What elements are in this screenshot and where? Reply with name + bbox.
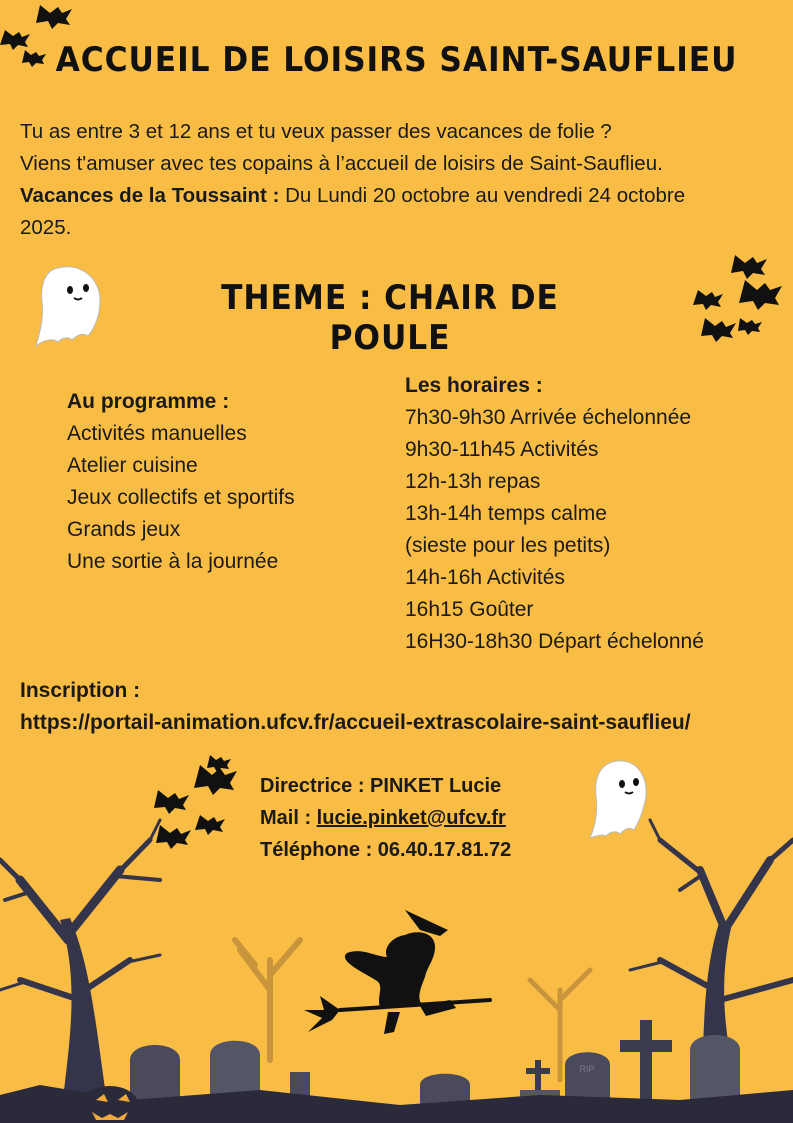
vacances-dates-cont: 2025.	[20, 216, 72, 239]
horaires-section	[405, 370, 704, 658]
programme-item: Atelier cuisine	[67, 454, 198, 477]
tombstone-rip-text: RIP	[579, 1064, 595, 1074]
vacances-dates: Du Lundi 20 octobre au vendredi 24 octobre	[279, 184, 686, 207]
inscription-url-link[interactable]: https://portail-animation.ufcv.fr/accueil-extrascolaire-saint-sauflieu/	[20, 711, 691, 734]
horaire-item: 16h15 Goûter	[405, 598, 534, 621]
intro-line-1: Tu as entre 3 et 12 ans et tu veux passer des vacances de folie ?	[20, 120, 612, 143]
programme-item: Activités manuelles	[67, 422, 247, 445]
witch-icon	[304, 910, 490, 1034]
inscription-section	[20, 675, 691, 739]
inscription-label: Inscription :	[20, 679, 141, 702]
horaire-item: 14h-16h Activités	[405, 566, 565, 589]
intro-text	[20, 116, 790, 244]
horaire-item: 12h-13h repas	[405, 470, 541, 493]
graveyard-icon	[0, 1020, 793, 1123]
horaire-item: (sieste pour les petits)	[405, 534, 611, 557]
bats-contact-icon	[154, 755, 237, 849]
bats-theme-right-icon	[693, 255, 782, 342]
programme-heading: Au programme :	[67, 390, 230, 413]
horaires-heading: Les horaires :	[405, 374, 543, 397]
directrice-text: Directrice : PINKET Lucie	[260, 775, 502, 797]
horaire-item: 9h30-11h45 Activités	[405, 438, 599, 461]
mail-link[interactable]: lucie.pinket@ufcv.fr	[316, 807, 506, 829]
mail-label: Mail :	[260, 807, 317, 829]
programme-item: Jeux collectifs et sportifs	[67, 486, 295, 509]
horaire-item: 13h-14h temps calme	[405, 502, 607, 525]
programme-section	[67, 386, 295, 578]
horaire-item: 16H30-18h30 Départ échelonné	[405, 630, 704, 653]
ghost-left-icon	[36, 267, 100, 346]
vacances-label: Vacances de la Toussaint :	[20, 184, 280, 207]
telephone-text: Téléphone : 06.40.17.81.72	[260, 839, 512, 861]
horaire-item: 7h30-9h30 Arrivée échelonnée	[405, 406, 692, 429]
contact-section	[260, 770, 511, 866]
programme-item: Grands jeux	[67, 518, 181, 541]
theme-title: THEME : CHAIR DE POULE	[221, 278, 559, 358]
intro-vacances	[20, 180, 790, 212]
mail-line	[260, 802, 511, 834]
programme-item: Une sortie à la journée	[67, 550, 279, 573]
page-title: ACCUEIL DE LOISIRS SAINT-SAUFLIEU	[55, 40, 738, 80]
intro-line-2: Viens t'amuser avec tes copains à l’accueil de loisirs de Saint-Sauflieu.	[20, 152, 663, 175]
ghost-right-icon	[590, 761, 646, 838]
